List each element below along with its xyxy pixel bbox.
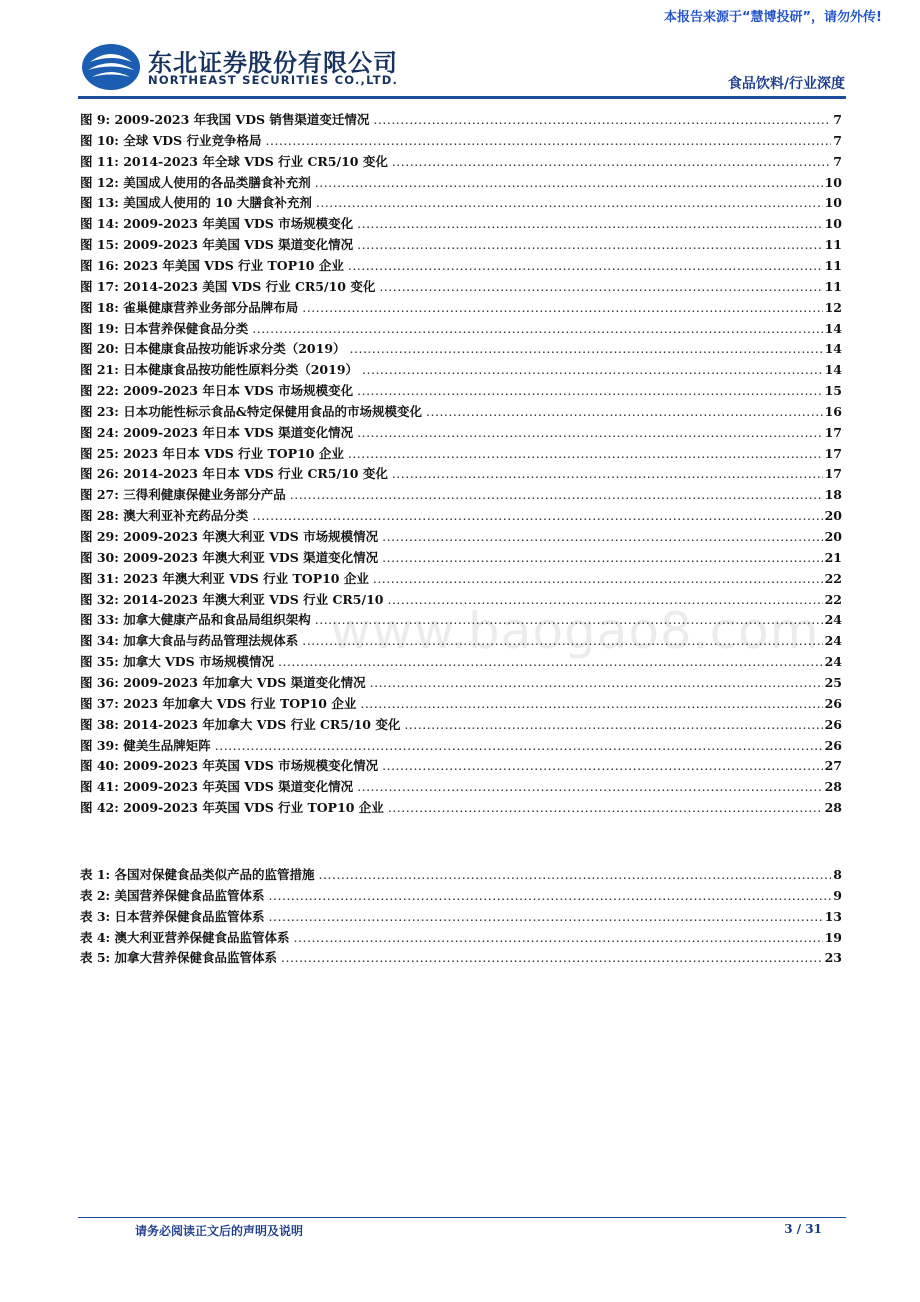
toc-leader-dots	[357, 779, 822, 794]
figure-toc-entry[interactable]	[80, 506, 842, 526]
footer-disclaimer: 请务必阅读正文后的声明及说明	[135, 1224, 304, 1238]
toc-entry-title: 2023 年日本 VDS 行业 TOP10 企业	[123, 445, 344, 461]
toc-entry-page: 28	[824, 779, 842, 795]
toc-leader-dots	[373, 112, 831, 127]
table-toc-entry[interactable]	[80, 948, 842, 968]
toc-entry-title: 日本健康食品按功能诉求分类（2019）	[123, 341, 346, 357]
toc-leader-dots	[315, 175, 823, 190]
toc-leader-dots	[269, 909, 823, 924]
toc-entry-title: 三得利健康保健业务部分产品	[123, 487, 286, 503]
toc-entry-label: 表 2:	[80, 887, 111, 903]
toc-entry-page: 23	[824, 950, 842, 966]
toc-entry-page: 7	[833, 132, 842, 148]
toc-leader-dots	[388, 800, 823, 815]
toc-entry-page: 16	[824, 403, 842, 419]
toc-entry-label: 图 35:	[80, 654, 119, 670]
toc-leader-dots	[382, 550, 822, 565]
toc-entry-page: 10	[824, 195, 842, 211]
toc-entry-label: 图 39:	[80, 737, 119, 753]
toc-leader-dots	[362, 362, 823, 377]
toc-entry-title: 日本营养保健食品分类	[123, 320, 249, 336]
figure-toc-entry[interactable]	[80, 173, 842, 193]
toc-leader-dots	[316, 195, 823, 210]
figure-toc-entry[interactable]	[80, 610, 842, 630]
toc-leader-dots	[319, 867, 832, 882]
toc-leader-dots	[215, 738, 823, 753]
toc-entry-page: 11	[824, 237, 842, 253]
toc-entry-title: 2009-2023 年日本 VDS 渠道变化情况	[123, 424, 354, 440]
figure-toc-entry[interactable]	[80, 423, 842, 443]
toc-entry-page: 7	[833, 112, 842, 127]
toc-entry-title: 美国成人使用的各品类膳食补充剂	[123, 174, 311, 190]
toc-entry-title: 2009-2023 年我国 VDS 销售渠道变迁情况	[114, 112, 370, 127]
header-divider	[78, 96, 846, 99]
toc-entry-page: 28	[824, 800, 842, 816]
toc-entry-label: 图 19:	[80, 320, 119, 336]
figure-toc-entry[interactable]	[80, 360, 842, 380]
toc-entry-page: 24	[824, 633, 842, 649]
figure-toc-entry[interactable]	[80, 131, 842, 151]
toc-entry-label: 图 38:	[80, 716, 119, 732]
toc-entry-title: 澳大利亚补充药品分类	[123, 508, 249, 524]
toc-entry-title: 加拿大食品与药品管理法规体系	[123, 633, 299, 649]
toc-entry-label: 图 15:	[80, 237, 119, 253]
toc-leader-dots	[278, 654, 823, 669]
toc-entry-page: 11	[824, 278, 842, 294]
toc-leader-dots	[315, 612, 823, 627]
figure-toc-entry[interactable]	[80, 110, 842, 130]
toc-entry-label: 图 12:	[80, 174, 119, 190]
table-toc-entry[interactable]	[80, 865, 842, 885]
toc-entry-label: 图 11:	[80, 153, 119, 169]
toc-entry-title: 2014-2023 年全球 VDS 行业 CR5/10 变化	[123, 153, 388, 169]
toc-entry-label: 图 27:	[80, 487, 119, 503]
table-toc-entry[interactable]	[80, 928, 842, 948]
toc-entry-page: 14	[824, 362, 842, 378]
toc-entry-label: 图 13:	[80, 195, 119, 211]
toc-entry-title: 日本功能性标示食品&特定保健用食品的市场规模变化	[123, 403, 423, 419]
toc-leader-dots	[269, 888, 832, 903]
toc-entry-title: 澳大利亚营养保健食品监管体系	[114, 929, 290, 945]
toc-entry-label: 图 10:	[80, 132, 119, 148]
toc-entry-page: 14	[824, 320, 842, 336]
toc-leader-dots	[360, 696, 822, 711]
toc-entry-label: 图 41:	[80, 779, 119, 795]
toc-entry-label: 图 31:	[80, 570, 119, 586]
toc-entry-title: 2023 年澳大利亚 VDS 行业 TOP10 企业	[123, 570, 369, 586]
watermark: www.baogao8.com	[330, 602, 820, 660]
toc-leader-dots	[294, 930, 823, 945]
figure-toc-entry[interactable]	[80, 527, 842, 547]
toc-entry-title: 2009-2023 年英国 VDS 市场规模变化情况	[123, 758, 379, 774]
toc-entry-title: 2009-2023 年澳大利亚 VDS 市场规模情况	[123, 529, 379, 544]
figure-toc-entry[interactable]	[80, 548, 842, 568]
toc-entry-title: 加拿大健康产品和食品局组织架构	[123, 612, 311, 628]
toc-leader-dots	[382, 758, 822, 773]
toc-leader-dots	[357, 425, 822, 440]
toc-leader-dots	[252, 321, 822, 336]
toc-entry-label: 图 32:	[80, 591, 119, 607]
toc-leader-dots	[281, 950, 823, 965]
toc-entry-label: 图 36:	[80, 674, 119, 690]
toc-entry-label: 图 22:	[80, 383, 119, 399]
toc-entry-title: 健美生品牌矩阵	[123, 737, 211, 753]
toc-leader-dots	[357, 216, 822, 231]
figure-toc-entry[interactable]	[80, 214, 842, 234]
figure-toc-entry[interactable]	[80, 464, 842, 484]
toc-entry-page: 15	[824, 383, 842, 399]
toc-entry-title: 2014-2023 年加拿大 VDS 行业 CR5/10 变化	[123, 716, 401, 732]
toc-entry-title: 2009-2023 年加拿大 VDS 渠道变化情况	[123, 674, 366, 690]
toc-leader-dots	[252, 508, 822, 523]
figure-toc-entry[interactable]	[80, 256, 842, 276]
toc-leader-dots	[348, 446, 823, 461]
toc-entry-page: 9	[833, 887, 842, 903]
toc-entry-title: 2014-2023 年澳大利亚 VDS 行业 CR5/10	[123, 591, 384, 607]
toc-leader-dots	[357, 383, 822, 398]
figure-toc-entry[interactable]	[80, 652, 842, 672]
figure-toc-entry[interactable]	[80, 590, 842, 610]
toc-entry-title: 2009-2023 年美国 VDS 渠道变化情况	[123, 237, 354, 253]
toc-entry-page: 21	[824, 549, 842, 565]
toc-entry-title: 全球 VDS 行业竞争格局	[123, 132, 262, 148]
toc-entry-page: 17	[824, 424, 842, 440]
toc-entry-page: 24	[824, 612, 842, 628]
toc-entry-title: 2009-2023 年英国 VDS 渠道变化情况	[123, 779, 354, 795]
toc-entry-label: 图 42:	[80, 800, 119, 816]
figure-toc-entry[interactable]	[80, 569, 842, 589]
figure-toc-entry[interactable]	[80, 777, 842, 797]
toc-leader-dots	[404, 717, 822, 732]
toc-entry-page: 17	[824, 445, 842, 461]
figure-toc-entry[interactable]	[80, 736, 842, 756]
toc-entry-page: 12	[824, 299, 842, 315]
figure-toc-entry[interactable]	[80, 444, 842, 464]
toc-entry-title: 雀巢健康营养业务部分品牌布局	[123, 299, 299, 315]
toc-entry-page: 10	[824, 216, 842, 232]
footer-divider	[78, 1217, 846, 1218]
figure-toc-entry[interactable]	[80, 631, 842, 651]
figure-toc-entry[interactable]	[80, 715, 842, 735]
toc-entry-title: 2009-2023 年日本 VDS 市场规模变化	[123, 383, 354, 399]
toc-leader-dots	[357, 237, 822, 252]
figure-toc-entry[interactable]	[80, 756, 842, 776]
toc-entry-page: 10	[824, 174, 842, 190]
toc-leader-dots	[302, 300, 822, 315]
figure-toc-entry[interactable]	[80, 235, 842, 255]
toc-leader-dots	[426, 404, 823, 419]
toc-leader-dots	[370, 675, 823, 690]
toc-entry-label: 图 24:	[80, 424, 119, 440]
figure-toc-entry[interactable]	[80, 485, 842, 505]
toc-entry-label: 图 37:	[80, 695, 119, 711]
toc-entry-label: 图 26:	[80, 466, 119, 482]
toc-entry-label: 图 9:	[80, 112, 111, 127]
toc-entry-page: 26	[824, 716, 842, 732]
figure-toc-entry[interactable]	[80, 152, 842, 172]
toc-entry-title: 美国营养保健食品监管体系	[114, 887, 265, 903]
toc-entry-label: 图 25:	[80, 445, 119, 461]
toc-entry-title: 2014-2023 美国 VDS 行业 CR5/10 变化	[123, 278, 376, 294]
toc-entry-label: 图 20:	[80, 341, 119, 357]
toc-entry-label: 图 21:	[80, 362, 119, 378]
toc-entry-title: 2009-2023 年英国 VDS 行业 TOP10 企业	[123, 800, 384, 816]
toc-entry-page: 17	[824, 466, 842, 482]
toc-entry-title: 2014-2023 年日本 VDS 行业 CR5/10 变化	[123, 466, 388, 482]
toc-leader-dots	[290, 487, 823, 502]
report-category: 食品饮料/行业深度	[727, 76, 845, 92]
toc-leader-dots	[266, 133, 832, 148]
figure-toc-entry[interactable]	[80, 298, 842, 318]
toc-entry-title: 日本健康食品按功能性原料分类（2019）	[123, 362, 359, 378]
toc-entry-label: 表 3:	[80, 908, 111, 924]
toc-entry-page: 20	[824, 508, 842, 524]
toc-leader-dots	[373, 571, 823, 586]
toc-entry-title: 2009-2023 年澳大利亚 VDS 渠道变化情况	[123, 549, 379, 565]
toc-entry-page: 18	[824, 487, 842, 503]
toc-leader-dots	[392, 466, 823, 481]
toc-entry-label: 图 16:	[80, 257, 119, 273]
toc-entry-page: 27	[824, 758, 842, 774]
toc-entry-page: 14	[824, 341, 842, 357]
company-name-cn: 东北证券股份有限公司	[148, 49, 398, 77]
toc-entry-page: 8	[833, 867, 842, 882]
figure-toc-entry[interactable]	[80, 402, 842, 422]
figure-toc-entry[interactable]	[80, 673, 842, 693]
toc-entry-title: 美国成人使用的 10 大膳食补充剂	[123, 195, 312, 211]
page-header	[0, 0, 920, 100]
source-notice: 本报告来源于“慧博投研”，请勿外传!	[663, 10, 882, 25]
toc-entry-title: 加拿大 VDS 市场规模情况	[123, 654, 275, 670]
toc-entry-label: 表 1:	[80, 867, 111, 882]
table-toc-entry[interactable]	[80, 886, 842, 906]
toc-leader-dots	[387, 592, 822, 607]
figure-toc-entry[interactable]	[80, 694, 842, 714]
toc-entry-page: 7	[833, 153, 842, 169]
toc-entry-title: 日本营养保健食品监管体系	[114, 908, 265, 924]
toc-entry-label: 图 14:	[80, 216, 119, 232]
company-name-en: NORTHEAST SECURITIES CO.,LTD.	[148, 73, 399, 87]
toc-entry-page: 20	[824, 529, 842, 544]
toc-leader-dots	[302, 633, 822, 648]
toc-entry-label: 图 23:	[80, 403, 119, 419]
toc-entry-label: 图 33:	[80, 612, 119, 628]
company-logo-icon	[80, 42, 142, 92]
toc-entry-page: 22	[824, 591, 842, 607]
figure-toc-entry[interactable]	[80, 798, 842, 818]
toc-entry-label: 图 34:	[80, 633, 119, 649]
toc-entry-page: 25	[824, 674, 842, 690]
figure-toc-entry[interactable]	[80, 277, 842, 297]
toc-entry-title: 2023 年加拿大 VDS 行业 TOP10 企业	[123, 695, 357, 711]
toc-entry-page: 22	[824, 570, 842, 586]
toc-entry-label: 表 5:	[80, 950, 111, 966]
figure-toc-entry[interactable]	[80, 319, 842, 339]
toc-entry-page: 26	[824, 737, 842, 753]
figure-toc-entry[interactable]	[80, 193, 842, 213]
figure-toc-entry[interactable]	[80, 381, 842, 401]
toc-entry-label: 图 18:	[80, 299, 119, 315]
toc-leader-dots	[348, 258, 823, 273]
toc-entry-label: 图 17:	[80, 278, 119, 294]
toc-leader-dots	[350, 341, 823, 356]
toc-leader-dots	[379, 279, 822, 294]
toc-entry-page: 11	[824, 257, 842, 273]
table-toc-entry[interactable]	[80, 907, 842, 927]
toc-entry-label: 图 40:	[80, 758, 119, 774]
toc-entry-title: 2009-2023 年美国 VDS 市场规模变化	[123, 216, 354, 232]
toc-entry-page: 13	[824, 908, 842, 924]
toc-entry-page: 26	[824, 695, 842, 711]
page-number: 3 / 31	[784, 1222, 822, 1236]
toc-entry-label: 图 29:	[80, 529, 119, 544]
toc-entry-title: 2023 年美国 VDS 行业 TOP10 企业	[123, 257, 344, 273]
figure-toc-entry[interactable]	[80, 339, 842, 359]
toc-entry-label: 表 4:	[80, 929, 111, 945]
toc-entry-page: 24	[824, 654, 842, 670]
toc-leader-dots	[392, 154, 831, 169]
toc-entry-page: 19	[824, 929, 842, 945]
toc-entry-label: 图 28:	[80, 508, 119, 524]
toc-entry-title: 加拿大营养保健食品监管体系	[114, 950, 278, 966]
toc-entry-label: 图 30:	[80, 549, 119, 565]
toc-entry-title: 各国对保健食品类似产品的监管措施	[114, 867, 315, 882]
toc-leader-dots	[382, 529, 822, 544]
